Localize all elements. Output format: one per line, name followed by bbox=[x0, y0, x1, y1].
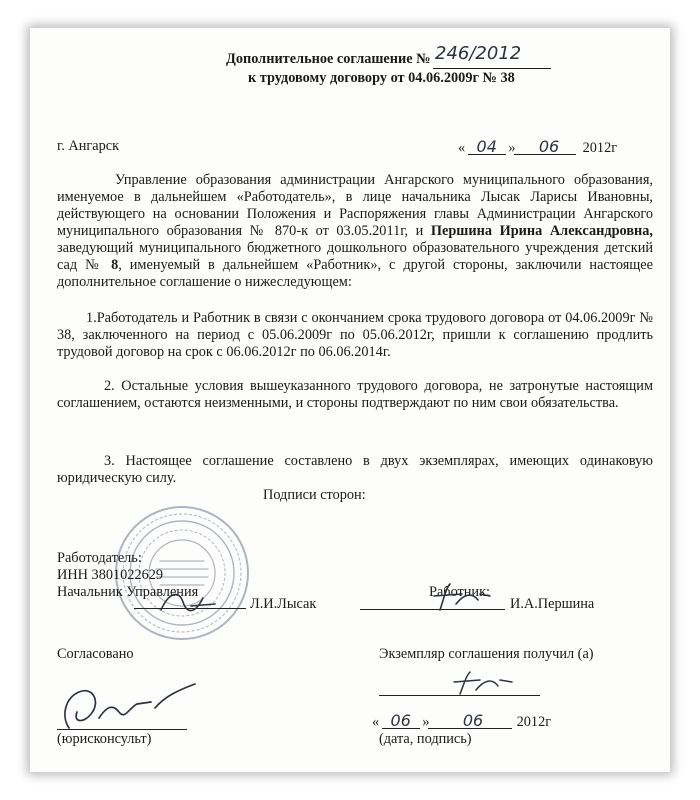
title-number-handwritten: 246/2012 bbox=[435, 43, 522, 64]
receipt-signature-line bbox=[379, 695, 540, 696]
clause-1-text: 1.Работодатель и Работник в связи с окончанием срока трудового договора от 04.06.2009г № 38, заключенного на период с 05.06.2009г по 05.06.2012г, пришли к соглашению продлить трудовой договор на срок с 06.06.2012г по 06.06.2014г. bbox=[57, 310, 653, 360]
date-year: 2012г bbox=[582, 140, 618, 156]
document-subtitle: к трудовому договору от 04.06.2009г № 38 bbox=[248, 70, 515, 86]
intro-text-3: , именуемый в дальнейшем «Работник», с другой стороны, заключили настоящее дополнительное соглашение о нижеследующем: bbox=[57, 257, 653, 290]
clause-3-text: 3. Настоящее соглашение составлено в двух экземплярах, имеющих одинаковую юридическую силу. bbox=[57, 453, 653, 486]
clause-1 bbox=[57, 310, 653, 361]
title-number-underline bbox=[433, 68, 551, 69]
kindergarten-number: 8 bbox=[111, 257, 119, 273]
employer-position: Начальник Управления bbox=[57, 584, 199, 600]
employer-signature bbox=[155, 584, 225, 620]
receipt-month-underline bbox=[428, 728, 512, 729]
receipt-month-handwritten: 06 bbox=[462, 711, 484, 730]
document-page bbox=[30, 28, 670, 772]
date-month-underline bbox=[514, 154, 576, 155]
receipt-year: 2012г bbox=[516, 714, 552, 730]
receipt-caption: (дата, подпись) bbox=[379, 731, 472, 747]
intro-paragraph bbox=[57, 172, 653, 291]
employer-name: Л.И.Лысак bbox=[250, 596, 317, 612]
receipt-close-quote: » bbox=[422, 714, 430, 730]
date-month-handwritten: 06 bbox=[538, 137, 560, 156]
employee-label: Работник: bbox=[429, 584, 490, 600]
date-day-handwritten: 04 bbox=[476, 137, 497, 156]
document-title bbox=[226, 51, 431, 68]
employee-signature bbox=[428, 580, 498, 616]
title-prefix: Дополнительное соглашение № bbox=[226, 51, 431, 67]
employer-inn: ИНН 3801022629 bbox=[57, 567, 164, 583]
city: г. Ангарск bbox=[57, 138, 120, 154]
employer-label: Работодатель: bbox=[57, 550, 142, 566]
lawyer-caption: (юрисконсульт) bbox=[57, 731, 152, 747]
approved-label: Согласовано bbox=[57, 646, 134, 662]
receipt-day-underline bbox=[382, 728, 420, 729]
receipt-day-handwritten: 06 bbox=[390, 711, 411, 730]
employee-name: И.А.Першина bbox=[510, 596, 595, 612]
clause-3 bbox=[57, 453, 653, 487]
date-day-underline bbox=[468, 154, 506, 155]
lawyer-signature-line bbox=[57, 729, 187, 730]
receipt-open-quote: « bbox=[372, 714, 380, 730]
intro-text-2: заведующий муниципального бюджетного дошкольного образовательного учреждения детский сад № bbox=[57, 240, 653, 273]
date-close-quote: » bbox=[508, 140, 516, 156]
intro-text-1: Управление образования администрации Ангарского муниципального образования, именуемое в дальнейшем «Работодатель», в лице начальника Лысак Ларисы Ивановны, действующего на основании Положения и Распоряжения главы Администрации Ангарского муниципального образования № 870-к от 03.05.2011г, и bbox=[57, 172, 653, 239]
clause-2-text: 2. Остальные условия вышеуказанного трудового договора, не затронутые настоящим соглашением, остаются неизменными, и стороны подтверждают по ним свои обязательства. bbox=[57, 378, 653, 411]
receipt-signature bbox=[450, 668, 520, 698]
date-open-quote: « bbox=[458, 140, 466, 156]
signatures-heading: Подписи сторон: bbox=[263, 487, 366, 503]
employee-name-bold: Першина Ирина Александровна, bbox=[430, 223, 653, 239]
copy-received-label: Экземпляр соглашения получил (а) bbox=[379, 646, 594, 662]
clause-2 bbox=[57, 378, 653, 412]
